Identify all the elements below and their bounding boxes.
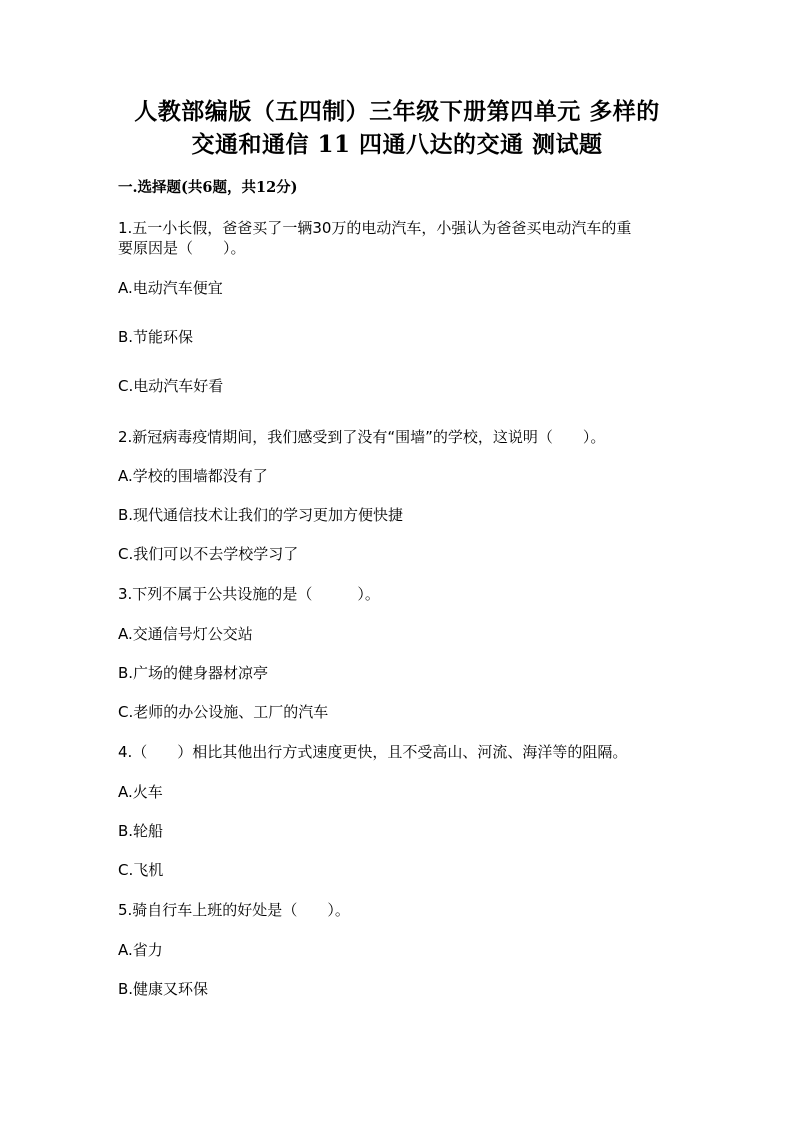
question-4-stem: 4.（ ）相比其他出行方式速度更快，且不受高山、河流、海洋等的阻隔。 (118, 743, 628, 761)
question-1-option-b: B.节能环保 (118, 328, 194, 346)
question-3-option-a: A.交通信号灯公交站 (118, 625, 253, 643)
question-5-option-a: A.省力 (118, 941, 163, 959)
question-1-option-a: A.电动汽车便宜 (118, 279, 223, 297)
section-heading: 一.选择题(共6题，共12分) (118, 179, 298, 196)
question-5-option-b: B.健康又环保 (118, 980, 209, 998)
question-3-option-b: B.广场的健身器材凉亭 (118, 664, 269, 682)
question-3-stem: 3.下列不属于公共设施的是（ ）。 (118, 585, 380, 603)
question-5-stem: 5.骑自行车上班的好处是（ ）。 (118, 901, 350, 919)
question-2-option-a: A.学校的围墙都没有了 (118, 467, 268, 485)
question-4-option-a: A.火车 (118, 783, 163, 801)
question-4-option-c: C.飞机 (118, 861, 164, 879)
document-title-line-2: 交通和通信 11 四通八达的交通 测试题 (191, 131, 603, 158)
document-title-line-1: 人教部编版（五四制）三年级下册第四单元 多样的 (134, 98, 660, 125)
question-1-stem-line-1: 1.五一小长假，爸爸买了一辆30万的电动汽车，小强认为爸爸买电动汽车的重 (118, 219, 632, 237)
question-2-option-b: B.现代通信技术让我们的学习更加方便快捷 (118, 506, 404, 524)
question-4-option-b: B.轮船 (118, 822, 164, 840)
question-1-option-c: C.电动汽车好看 (118, 377, 224, 395)
question-3-option-c: C.老师的办公设施、工厂的汽车 (118, 703, 329, 721)
question-1-stem-line-2: 要原因是（ ）。 (118, 239, 246, 257)
question-2-stem: 2.新冠病毒疫情期间，我们感受到了没有“围墙”的学校，这说明（ ）。 (118, 428, 606, 446)
question-2-option-c: C.我们可以不去学校学习了 (118, 545, 299, 563)
